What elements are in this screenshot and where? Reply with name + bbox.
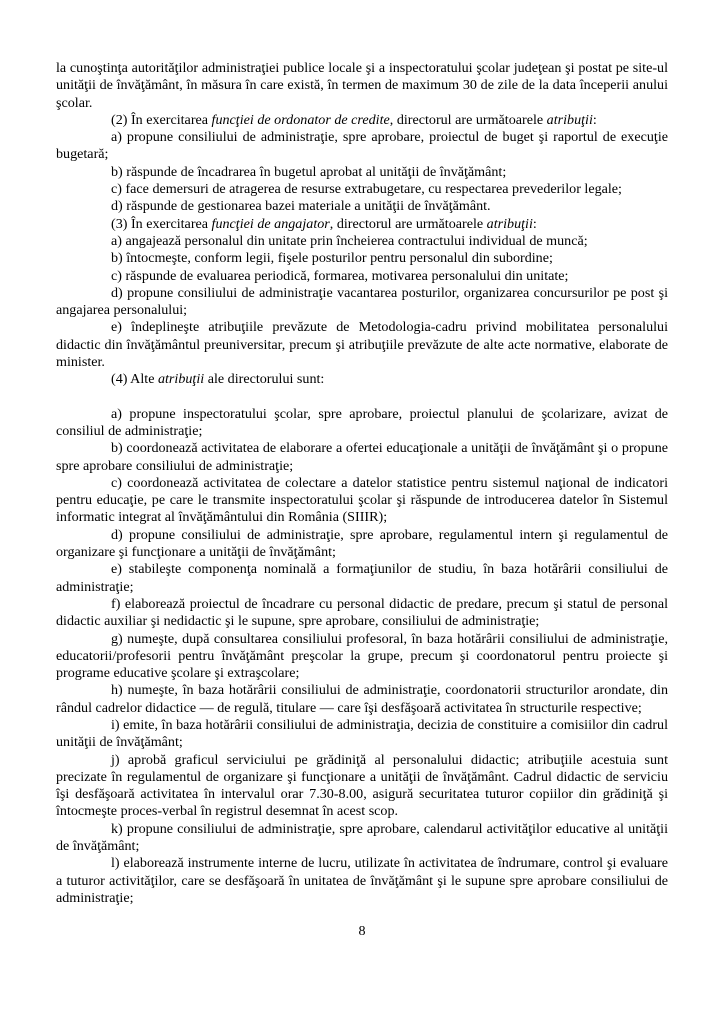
italic-term: funcţiei de angajator xyxy=(211,215,330,232)
list-item-2b: b) răspunde de încadrarea în bugetul aprobat al unităţii de învăţământ; xyxy=(111,163,507,180)
list-item-3c: c) răspunde de evaluarea periodică, formarea, motivarea personalului din unitate; xyxy=(111,267,569,284)
paragraph-intro-continuation: la cunoştinţa autorităţilor administraţiei publice locale şi a inspectoratului şcolar judeţean şi postat pe site-ul unităţii de învăţământ, în măsura în care există, în termen de maximum 30 de zile de la data începerii anului şcolar. xyxy=(56,60,668,111)
page-number: 8 xyxy=(358,923,366,939)
list-item-4l: l) elaborează instrumente interne de lucru, utilizate în activitatea de îndrumare, control şi evaluare a tuturor activităţilor, care se desfăşoară în unitatea de învăţământ şi le supune spre aprobare consiliului de administraţie; xyxy=(56,855,668,906)
list-item-4d: d) propune consiliului de administraţie, spre aprobare, regulamentul intern şi regulamentul de organizare şi funcţionare a unităţii de învăţământ; xyxy=(56,526,668,561)
paragraph-section-2-heading: (2) În exercitarea funcţiei de ordonator de credite, directorul are următoarele atribuţii: xyxy=(111,111,597,128)
list-item-4h: h) numeşte, în baza hotărârii consiliului de administraţie, coordonatorii structurilor arondate, din rândul cadrelor didactice — de regulă, titulare — care îşi desfăşoară activitatea în structurile respective; xyxy=(56,682,668,716)
italic-term: atribuţii xyxy=(157,371,205,388)
list-item-4k: k) propune consiliului de administraţie, spre aprobare, calendarul activităţilor educative al unităţii de învăţământ; xyxy=(56,820,668,855)
document-body xyxy=(56,60,668,907)
list-item-4f: f) elaborează proiectul de încadrare cu personal didactic de predare, precum şi statul de personal didactic auxiliar şi nedidactic şi le supune, spre aprobare, consiliului de administraţie; xyxy=(56,595,668,630)
list-item-4a: a) propune inspectoratului şcolar, spre aprobare, proiectul planului de şcolarizare, avizat de consiliul de administraţie; xyxy=(56,405,668,439)
list-item-4b: b) coordonează activitatea de elaborare a ofertei educaţionale a unităţii de învăţământ şi o propune spre aprobare consiliului de administraţie; xyxy=(56,440,668,474)
list-item-4i: i) emite, în baza hotărârii consiliului de administraţia, decizia de constituire a comisiilor din cadrul unităţii de învăţământ; xyxy=(56,716,668,751)
list-item-2a: a) propune consiliului de administraţie, spre aprobare, proiectul de buget şi raportul de execuţie bugetară; xyxy=(56,129,668,163)
list-item-4e: e) stabileşte componenţa nominală a formaţiunilor de studiu, în baza hotărârii consiliului de administraţie; xyxy=(56,561,668,595)
paragraph-section-4-heading: (4) Alte atribuţii ale directorului sunt: xyxy=(111,371,325,388)
list-item-4g: g) numeşte, după consultarea consiliului profesoral, în baza hotărârii consiliului de administraţie, educatorii/profesorii pentru învăţământ preşcolar la grupe, precum şi coordonatorul pentru proiecte şi programe educative şcolare şi extraşcolare; xyxy=(56,630,668,682)
list-item-2d: d) răspunde de gestionarea bazei materiale a unităţii de învăţământ. xyxy=(111,198,491,215)
list-item-3d: d) propune consiliului de administraţie vacantarea posturilor, organizarea concursurilor pe post şi angajarea personalului; xyxy=(56,284,668,319)
list-item-2c: c) face demersuri de atragerea de resurse extrabugetare, cu respectarea prevederilor legale; xyxy=(111,181,622,198)
list-item-4j: j) aprobă graficul serviciului pe grădiniţă al personalului didactic; atribuţiile acestuia sunt precizate în regulamentul de organizare şi funcţionare a unităţii de învăţământ. Cadrul didactic de serviciu îşi desfăşoară activitatea în intervalul orar 7.30-8.00, asigură securitatea tuturor copiilor din grădiniţă şi întocmeşte proces-verbal în registrul desemnat în acest scop. xyxy=(56,751,668,820)
blank-line xyxy=(56,389,668,406)
italic-term: funcţiei de ordonator de credite xyxy=(211,111,390,128)
list-item-4c: c) coordonează activitatea de colectare a datelor statistice pentru sistemul naţional de indicatori pentru educaţie, pe care le transmite inspectoratului şcolar şi răspunde de introducerea datelor în Sistemul informatic integrat al învăţământului din România (SIIIR); xyxy=(56,474,668,526)
list-item-3e: e) îndeplineşte atribuţiile prevăzute de Metodologia-cadru privind mobilitatea personalului didactic din învăţământul preuniversitar, precum şi atribuţiile prevăzute de alte acte normative, elaborate de minister. xyxy=(56,319,668,371)
list-item-3a: a) angajează personalul din unitate prin încheierea contractului individual de muncă; xyxy=(111,232,588,249)
italic-term: atribuţii xyxy=(486,215,533,232)
list-item-3b: b) întocmeşte, conform legii, fişele posturilor pentru personalul din subordine; xyxy=(111,250,553,267)
italic-term: atribuţii xyxy=(546,111,593,128)
paragraph-section-3-heading: (3) În exercitarea funcţiei de angajator, directorul are următoarele atribuţii: xyxy=(111,215,537,232)
